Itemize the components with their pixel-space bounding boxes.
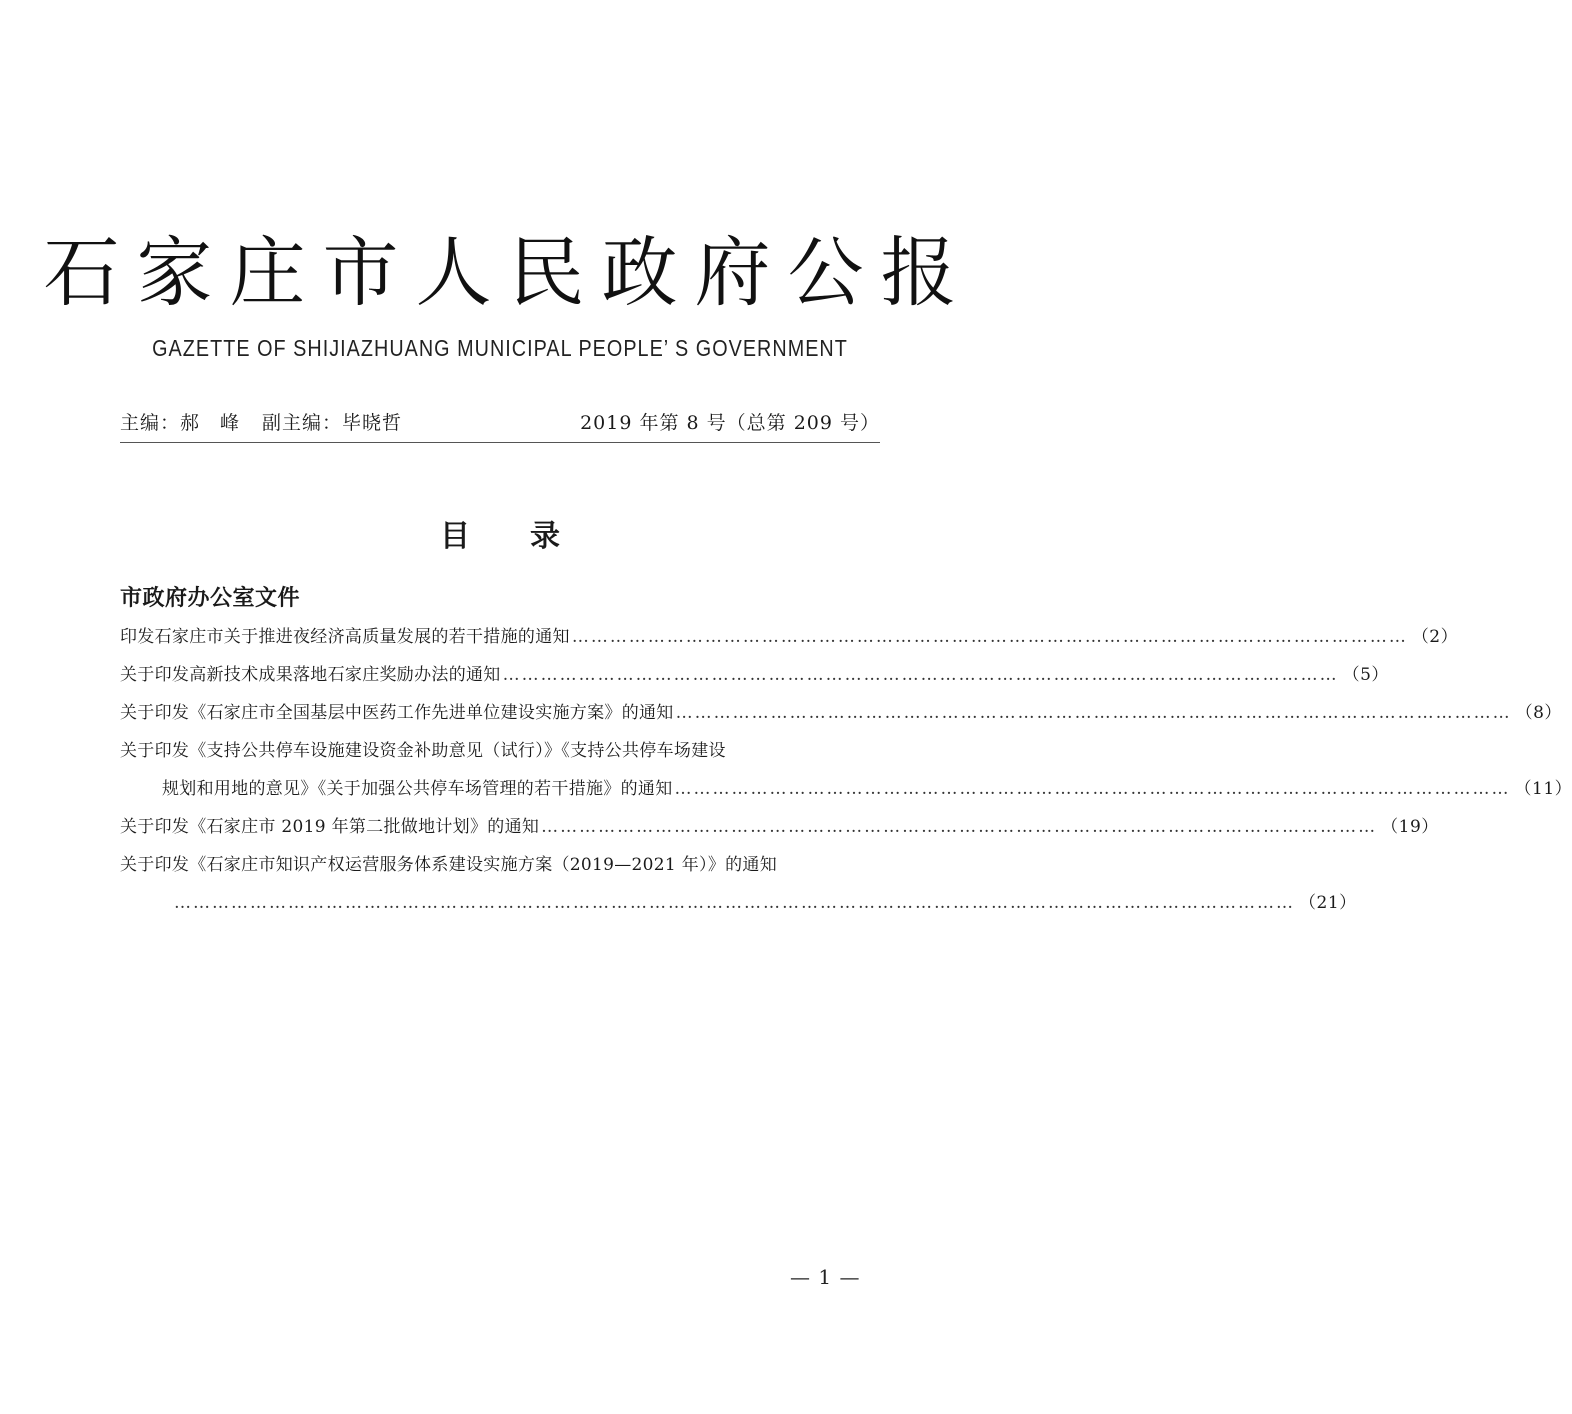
- toc-entry[interactable]: [120, 656, 1389, 694]
- toc-entry[interactable]: [120, 732, 880, 770]
- toc-entry-page: （11）: [1514, 779, 1572, 799]
- toc-entry[interactable]: [120, 808, 1439, 846]
- toc-entry-title: 印发石家庄市关于推进夜经济高质量发展的若干措施的通知: [120, 627, 570, 647]
- gazette-title: 石家庄市人民政府公报: [43, 228, 974, 317]
- toc-entry-continuation[interactable]: [120, 884, 1357, 922]
- toc-entry-title: 关于印发《石家庄市全国基层中医药工作先进单位建设实施方案》的通知: [120, 703, 674, 723]
- toc-entry[interactable]: [120, 618, 1459, 656]
- toc-entry-page: （2）: [1411, 627, 1459, 647]
- toc-entry-page: （21）: [1299, 893, 1357, 913]
- toc-entry[interactable]: [120, 694, 1562, 732]
- issue-number: 2019 年第 8 号（总第 209 号）: [580, 412, 880, 434]
- section-heading: 市政府办公室文件: [120, 586, 301, 611]
- dot-leader: ……………………………………………………………………………………………………………………: [674, 779, 1511, 799]
- dot-leader: ……………………………………………………………………………………………………………………: [541, 817, 1378, 837]
- masthead-meta: [120, 408, 880, 438]
- toc-entry-continuation[interactable]: [120, 770, 1572, 808]
- toc-entry[interactable]: [120, 846, 880, 884]
- toc-list: [120, 618, 1572, 922]
- dot-leader: ……………………………………………………………………………………………………………………: [571, 627, 1408, 647]
- toc-entry-title: 关于印发高新技术成果落地石家庄奖励办法的通知: [120, 665, 501, 685]
- dot-leader: ……………………………………………………………………………………………………………………: [502, 665, 1339, 685]
- gazette-english-title: GAZETTE OF SHIJIAZHUANG MUNICIPAL PEOPLE’ S GOVERNMENT: [152, 335, 848, 361]
- toc-entry-title-line1: 关于印发《石家庄市知识产权运营服务体系建设实施方案（2019—2021 年）》的通知: [120, 855, 778, 875]
- toc-heading: 目录: [440, 519, 620, 554]
- deputy-editor: 副主编：毕晓哲: [262, 412, 403, 434]
- toc-entry-title-line1: 关于印发《支持公共停车设施建设资金补助意见（试行）》《支持公共停车场建设: [120, 741, 726, 761]
- chief-editor: 主编：郝 峰: [120, 412, 241, 434]
- toc-entry-title: 关于印发《石家庄市 2019 年第二批做地计划》的通知: [120, 817, 540, 837]
- editor-credits: [120, 408, 402, 438]
- toc-entry-title-line2: 规划和用地的意见》《关于加强公共停车场管理的若干措施》的通知: [162, 779, 673, 799]
- toc-entry-page: （8）: [1515, 703, 1562, 723]
- page-number: — 1 —: [790, 1265, 861, 1289]
- dot-leader: ……………………………………………………………………………………………………………………………………………………………: [174, 893, 1295, 913]
- toc-entry-page: （19）: [1381, 817, 1439, 837]
- masthead-divider: [120, 442, 880, 443]
- dot-leader: ……………………………………………………………………………………………………………………: [675, 703, 1512, 723]
- toc-entry-page: （5）: [1342, 665, 1389, 685]
